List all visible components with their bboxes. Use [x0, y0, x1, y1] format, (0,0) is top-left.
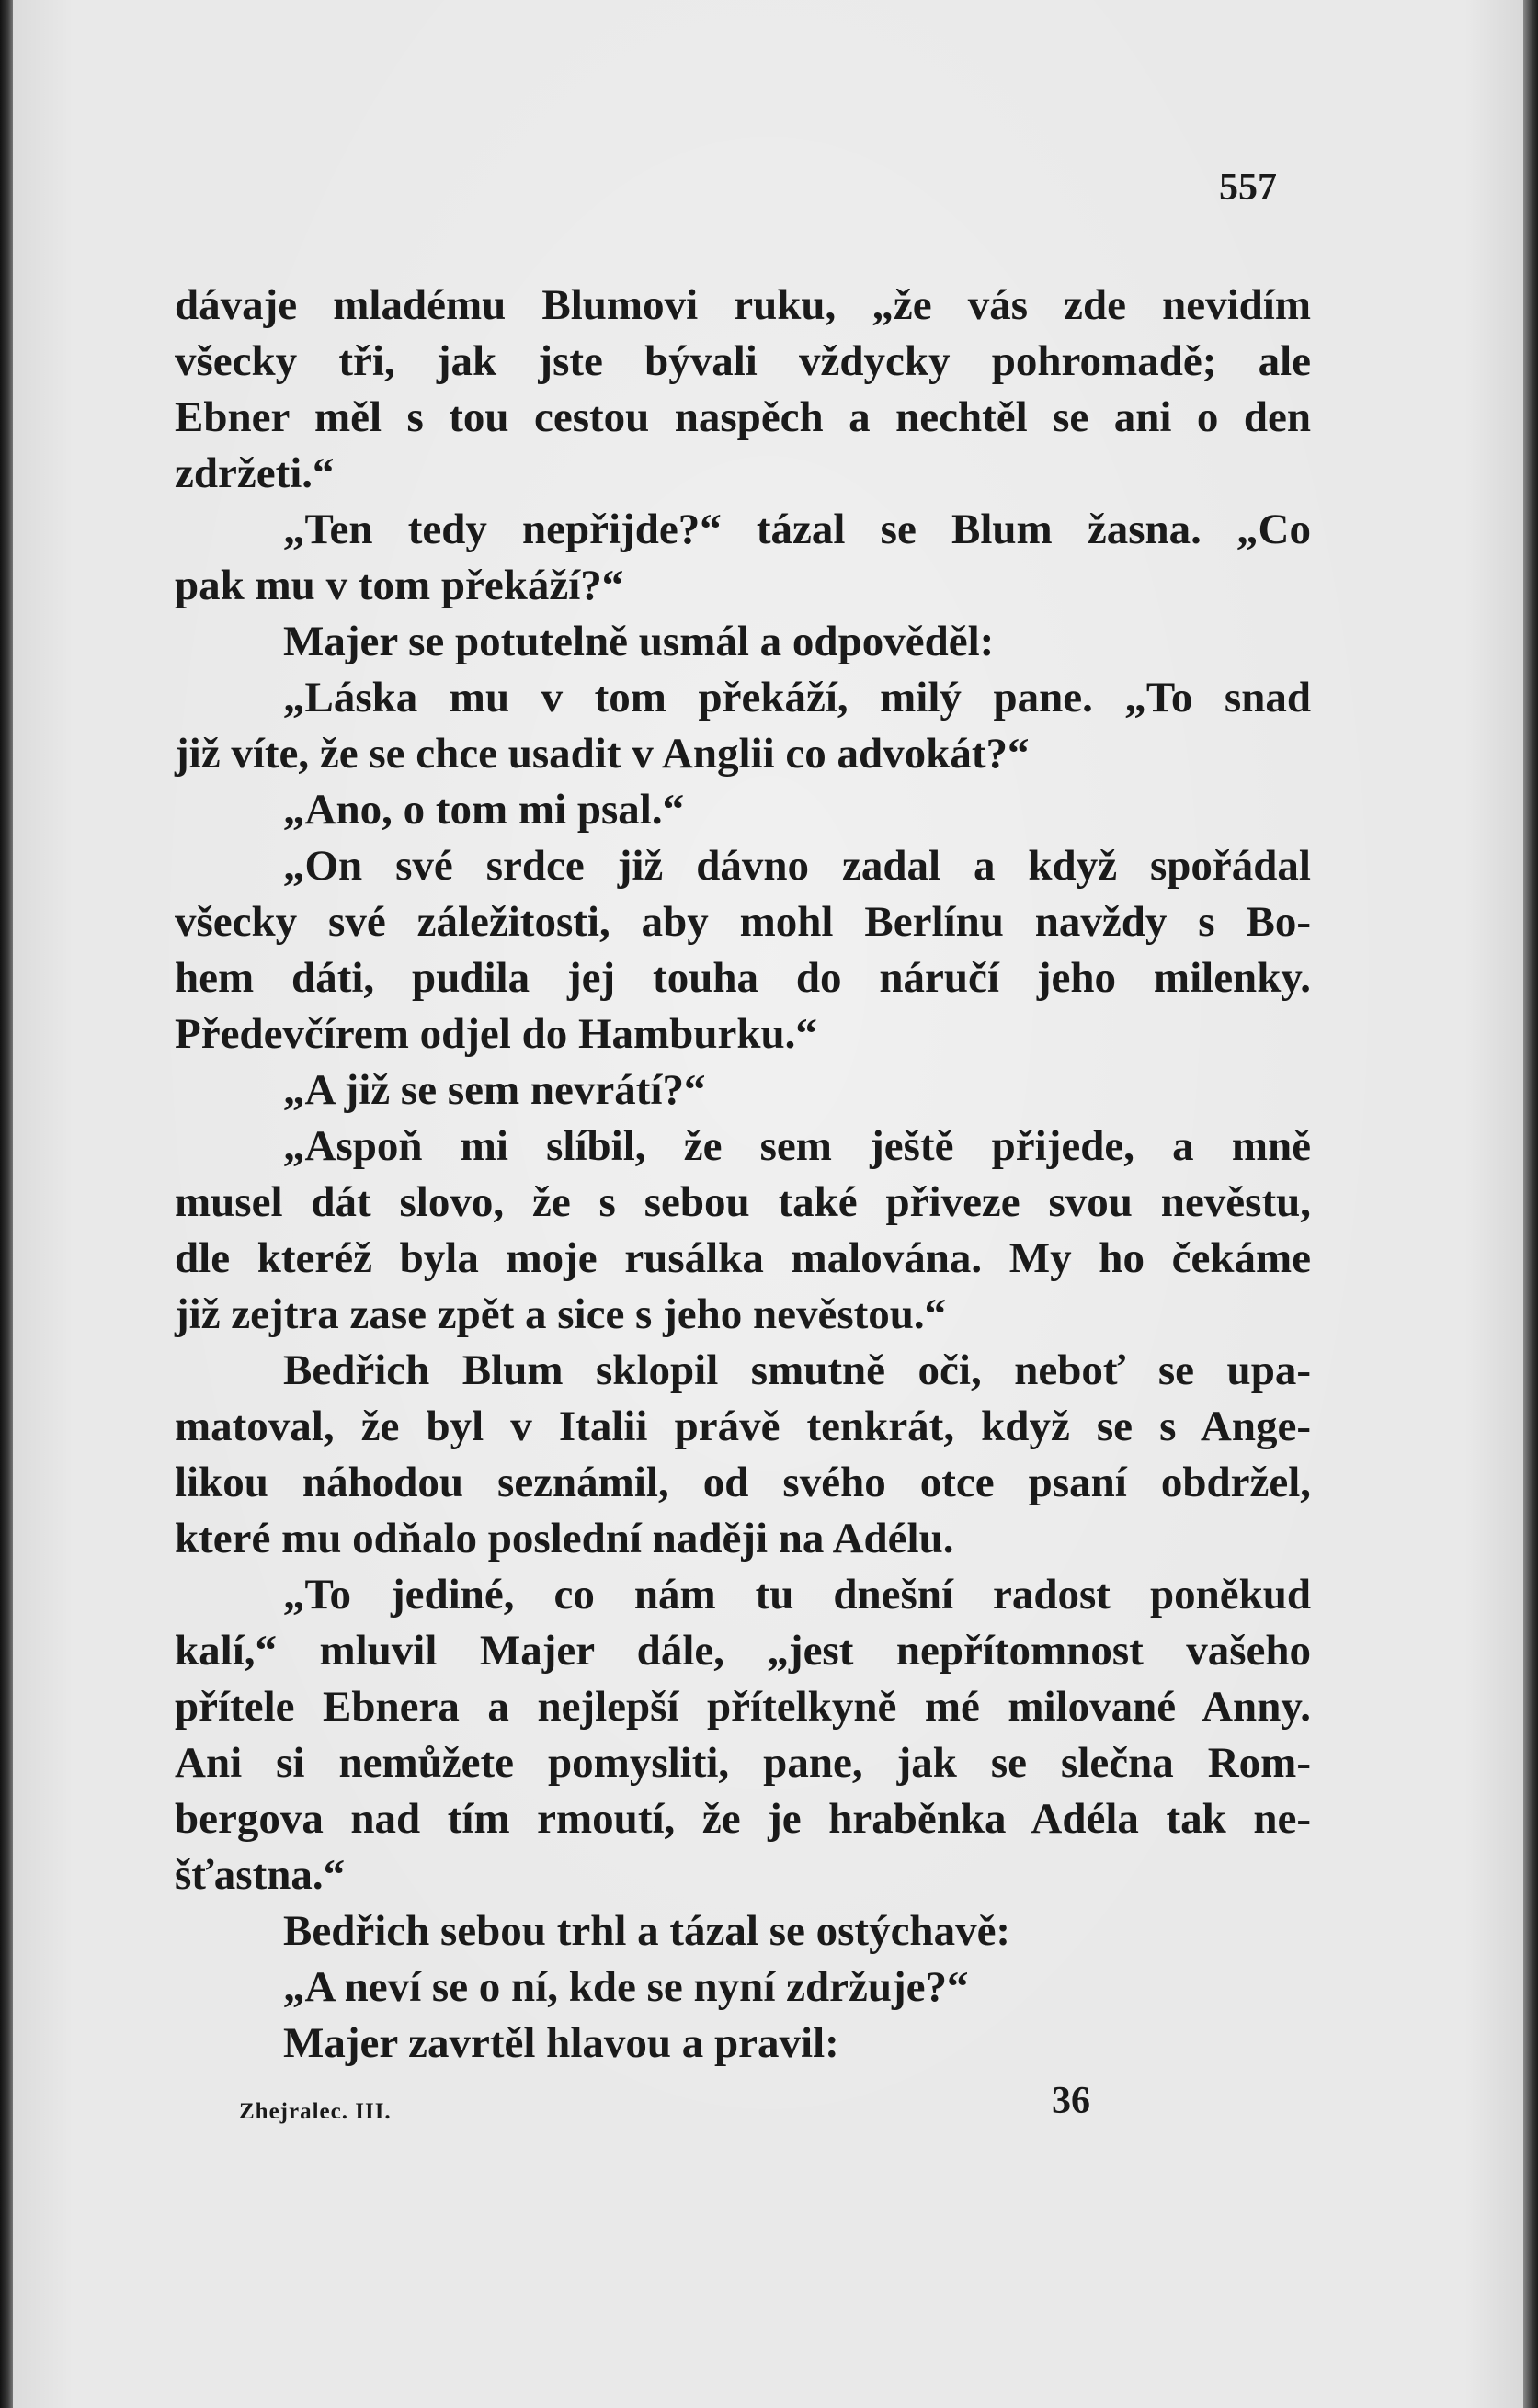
text-line: které mu odňalo poslední naději na Adélu.	[175, 1515, 954, 1562]
text-line: již víte, že se chce usadit v Anglii co advokát?“	[175, 730, 1030, 778]
text-line: Bedřich sebou trhl a tázal se ostýchavě:	[283, 1907, 1011, 1955]
text-line: již zejtra zase zpět a sice s jeho nevěstou.“	[175, 1290, 947, 1338]
text-line: pak mu v tom překáží?“	[175, 562, 624, 609]
text-line: kalí,“ mluvil Majer dále, „jest nepřítomnost vašeho	[175, 1627, 1311, 1675]
text-line: „On své srdce již dávno zadal a když spořádal	[283, 842, 1311, 890]
text-line: přítele Ebnera a nejlepší přítelkyně mé milované Anny.	[175, 1683, 1311, 1731]
text-line: „To jediné, co nám tu dnešní radost poněkud	[283, 1571, 1311, 1619]
text-line: likou náhodou seznámil, od svého otce psaní obdržel,	[175, 1459, 1311, 1506]
text-line: zdržeti.“	[175, 449, 335, 497]
text-line: Předevčírem odjel do Hamburku.“	[175, 1010, 817, 1058]
text-line: šťastna.“	[175, 1851, 346, 1899]
body-text	[175, 278, 1311, 2072]
footer-sheet-number: 36	[1052, 2080, 1090, 2122]
text-line: „Aspoň mi slíbil, že sem ještě přijede, a mně	[283, 1122, 1311, 1170]
left-page-edge	[0, 0, 13, 2408]
text-line: Bedřich Blum sklopil smutně oči, neboť se upa-	[283, 1346, 1311, 1394]
text-line: Majer se potutelně usmál a odpověděl:	[283, 618, 995, 665]
text-line: „A již se sem nevrátí?“	[283, 1066, 706, 1114]
text-line: „A neví se o ní, kde se nyní zdržuje?“	[283, 1963, 969, 2011]
text-line: všecky své záležitosti, aby mohl Berlínu navždy s Bo-	[175, 898, 1311, 946]
right-page-edge	[1523, 0, 1538, 2408]
text-line: „Ten tedy nepřijde?“ tázal se Blum žasna. „Co	[283, 505, 1311, 553]
text-line: Ani si nemůžete pomysliti, pane, jak se slečna Rom-	[175, 1739, 1311, 1787]
text-line: „Ano, o tom mi psal.“	[283, 786, 685, 834]
text-line: hem dáti, pudila jej touha do náručí jeho milenky.	[175, 954, 1311, 1002]
text-line: „Láska mu v tom překáží, milý pane. „To snad	[283, 674, 1311, 721]
text-line: Majer zavrtěl hlavou a pravil:	[283, 2019, 839, 2067]
text-line: dávaje mladému Blumovi ruku, „že vás zde nevidím	[175, 281, 1311, 329]
footer-signature: Zhejralec. III.	[239, 2099, 392, 2124]
text-line: všecky tři, jak jste bývali vždycky pohromadě; ale	[175, 337, 1311, 385]
text-line: Ebner měl s tou cestou naspěch a nechtěl se ani o den	[175, 393, 1311, 441]
book-page	[13, 0, 1525, 2408]
text-line: musel dát slovo, že s sebou také přiveze svou nevěstu,	[175, 1178, 1311, 1226]
text-line: bergova nad tím rmoutí, že je hraběnka Adéla tak ne-	[175, 1795, 1311, 1843]
text-line: dle kteréž byla moje rusálka malována. My ho čekáme	[175, 1234, 1311, 1282]
text-line: matoval, že byl v Italii právě tenkrát, když se s Ange-	[175, 1403, 1311, 1450]
page-number: 557	[1219, 166, 1277, 209]
